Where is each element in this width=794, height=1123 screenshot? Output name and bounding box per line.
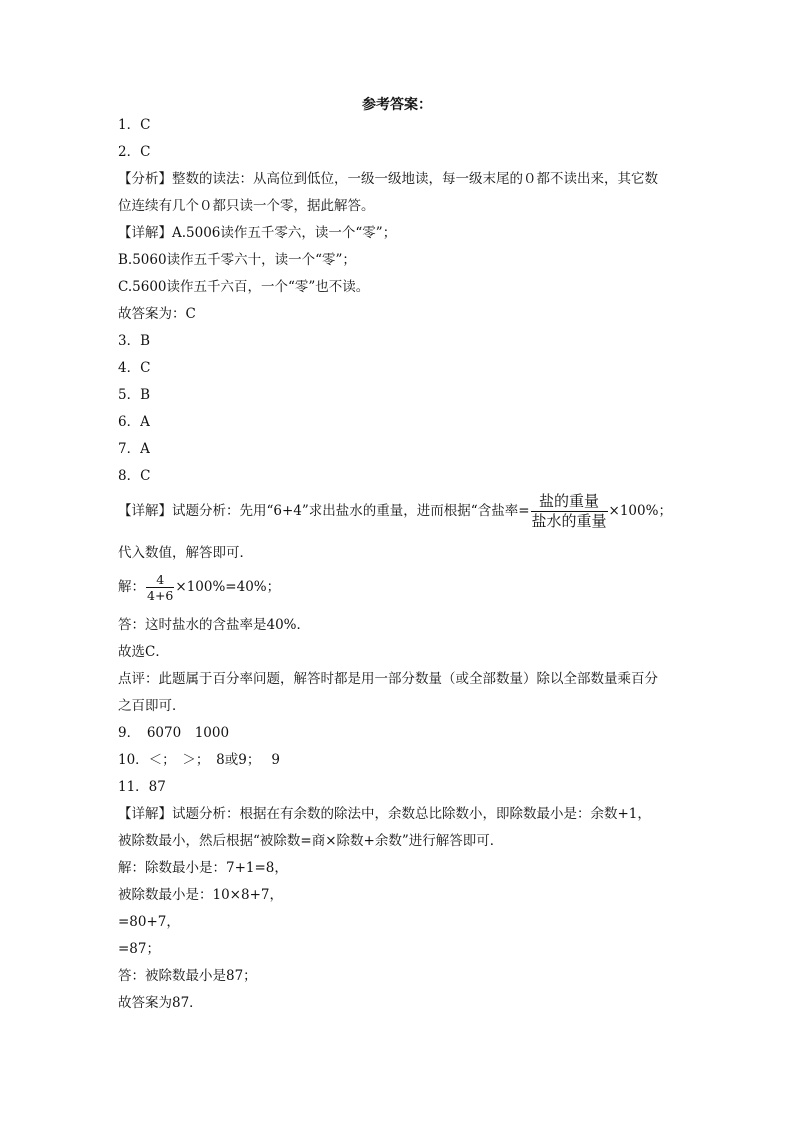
analysis-line-2: 位连续有几个０都只读一个零，据此解答。 (118, 198, 375, 214)
solution-11-line-1: 解：除数最小是：7+1=8， (118, 860, 288, 876)
solution-denominator: 4+6 (147, 588, 174, 603)
answer-7: 7．A (118, 441, 150, 457)
detail-8-substitute: 代入数值，解答即可． (118, 545, 253, 561)
solution-numerator: 4 (146, 572, 174, 588)
page-title: 参考答案： (362, 97, 432, 113)
fraction-denominator: 盐水的重量 (531, 512, 607, 530)
solution-prefix: 解： (118, 579, 145, 595)
answer-8: 8．C (118, 468, 151, 484)
fraction-numerator: 盐的重量 (531, 492, 608, 512)
choice-8: 故选C． (118, 644, 169, 660)
formula-prefix: 【详解】试题分析：先用“6+4”求出盐水的重量，进而根据“含盐率= (118, 503, 530, 519)
comment-line-2: 之百即可． (118, 698, 186, 714)
salt-ratio-fraction (531, 492, 608, 531)
comment-line-1: 点评：此题属于百分率问题，解答时都是用一部分数量（或全部数量）除以全部数量乘百分 (118, 671, 658, 687)
solution-8 (118, 572, 718, 603)
detail-a: 【详解】A.5006读作五千零六，读一个“零”； (118, 225, 397, 241)
answer-5: 5．B (118, 387, 151, 403)
solution-11-line-2: 被除数最小是：10×8+7， (118, 887, 283, 903)
answer-3: 3．B (118, 333, 151, 349)
answer-6: 6．A (118, 414, 150, 430)
answer-11-result: 答：被除数最小是87； (118, 968, 257, 984)
conclusion-11: 故答案为87． (118, 995, 203, 1011)
detail-b: B.5060读作五千零六十，读一个“零”； (118, 252, 356, 268)
formula-suffix: ×100%； (608, 503, 672, 519)
answer-10: 10．＜； ＞； 8或9； 9 (118, 752, 280, 768)
solution-11-line-4: =87； (118, 941, 160, 957)
detail-8-formula (118, 492, 718, 531)
detail-11-line-2: 被除数最小，然后根据“被除数=商×除数+余数”进行解答即可． (118, 833, 504, 849)
detail-11-line-1: 【详解】试题分析：根据在有余数的除法中，余数总比除数小，即除数最小是：余数+1， (118, 806, 651, 822)
solution-suffix: ×100%=40%； (175, 579, 281, 595)
detail-c: C.5600读作五千六百，一个“零”也不读。 (118, 279, 370, 295)
answer-2: 2．C (118, 144, 151, 160)
solution-11-line-3: =80+7， (118, 914, 180, 930)
answer-1: 1．C (118, 117, 151, 133)
answer-4: 4．C (118, 360, 151, 376)
conclusion-2: 故答案为：C (118, 306, 196, 322)
answer-8-result: 答：这时盐水的含盐率是40%． (118, 617, 311, 633)
analysis-line-1: 【分析】整数的读法：从高位到低位，一级一级地读，每一级末尾的０都不读出来，其它数 (118, 171, 658, 187)
answer-9: 9． 6070 1000 (118, 725, 230, 741)
answer-11: 11．87 (118, 779, 166, 795)
solution-fraction (146, 572, 174, 603)
